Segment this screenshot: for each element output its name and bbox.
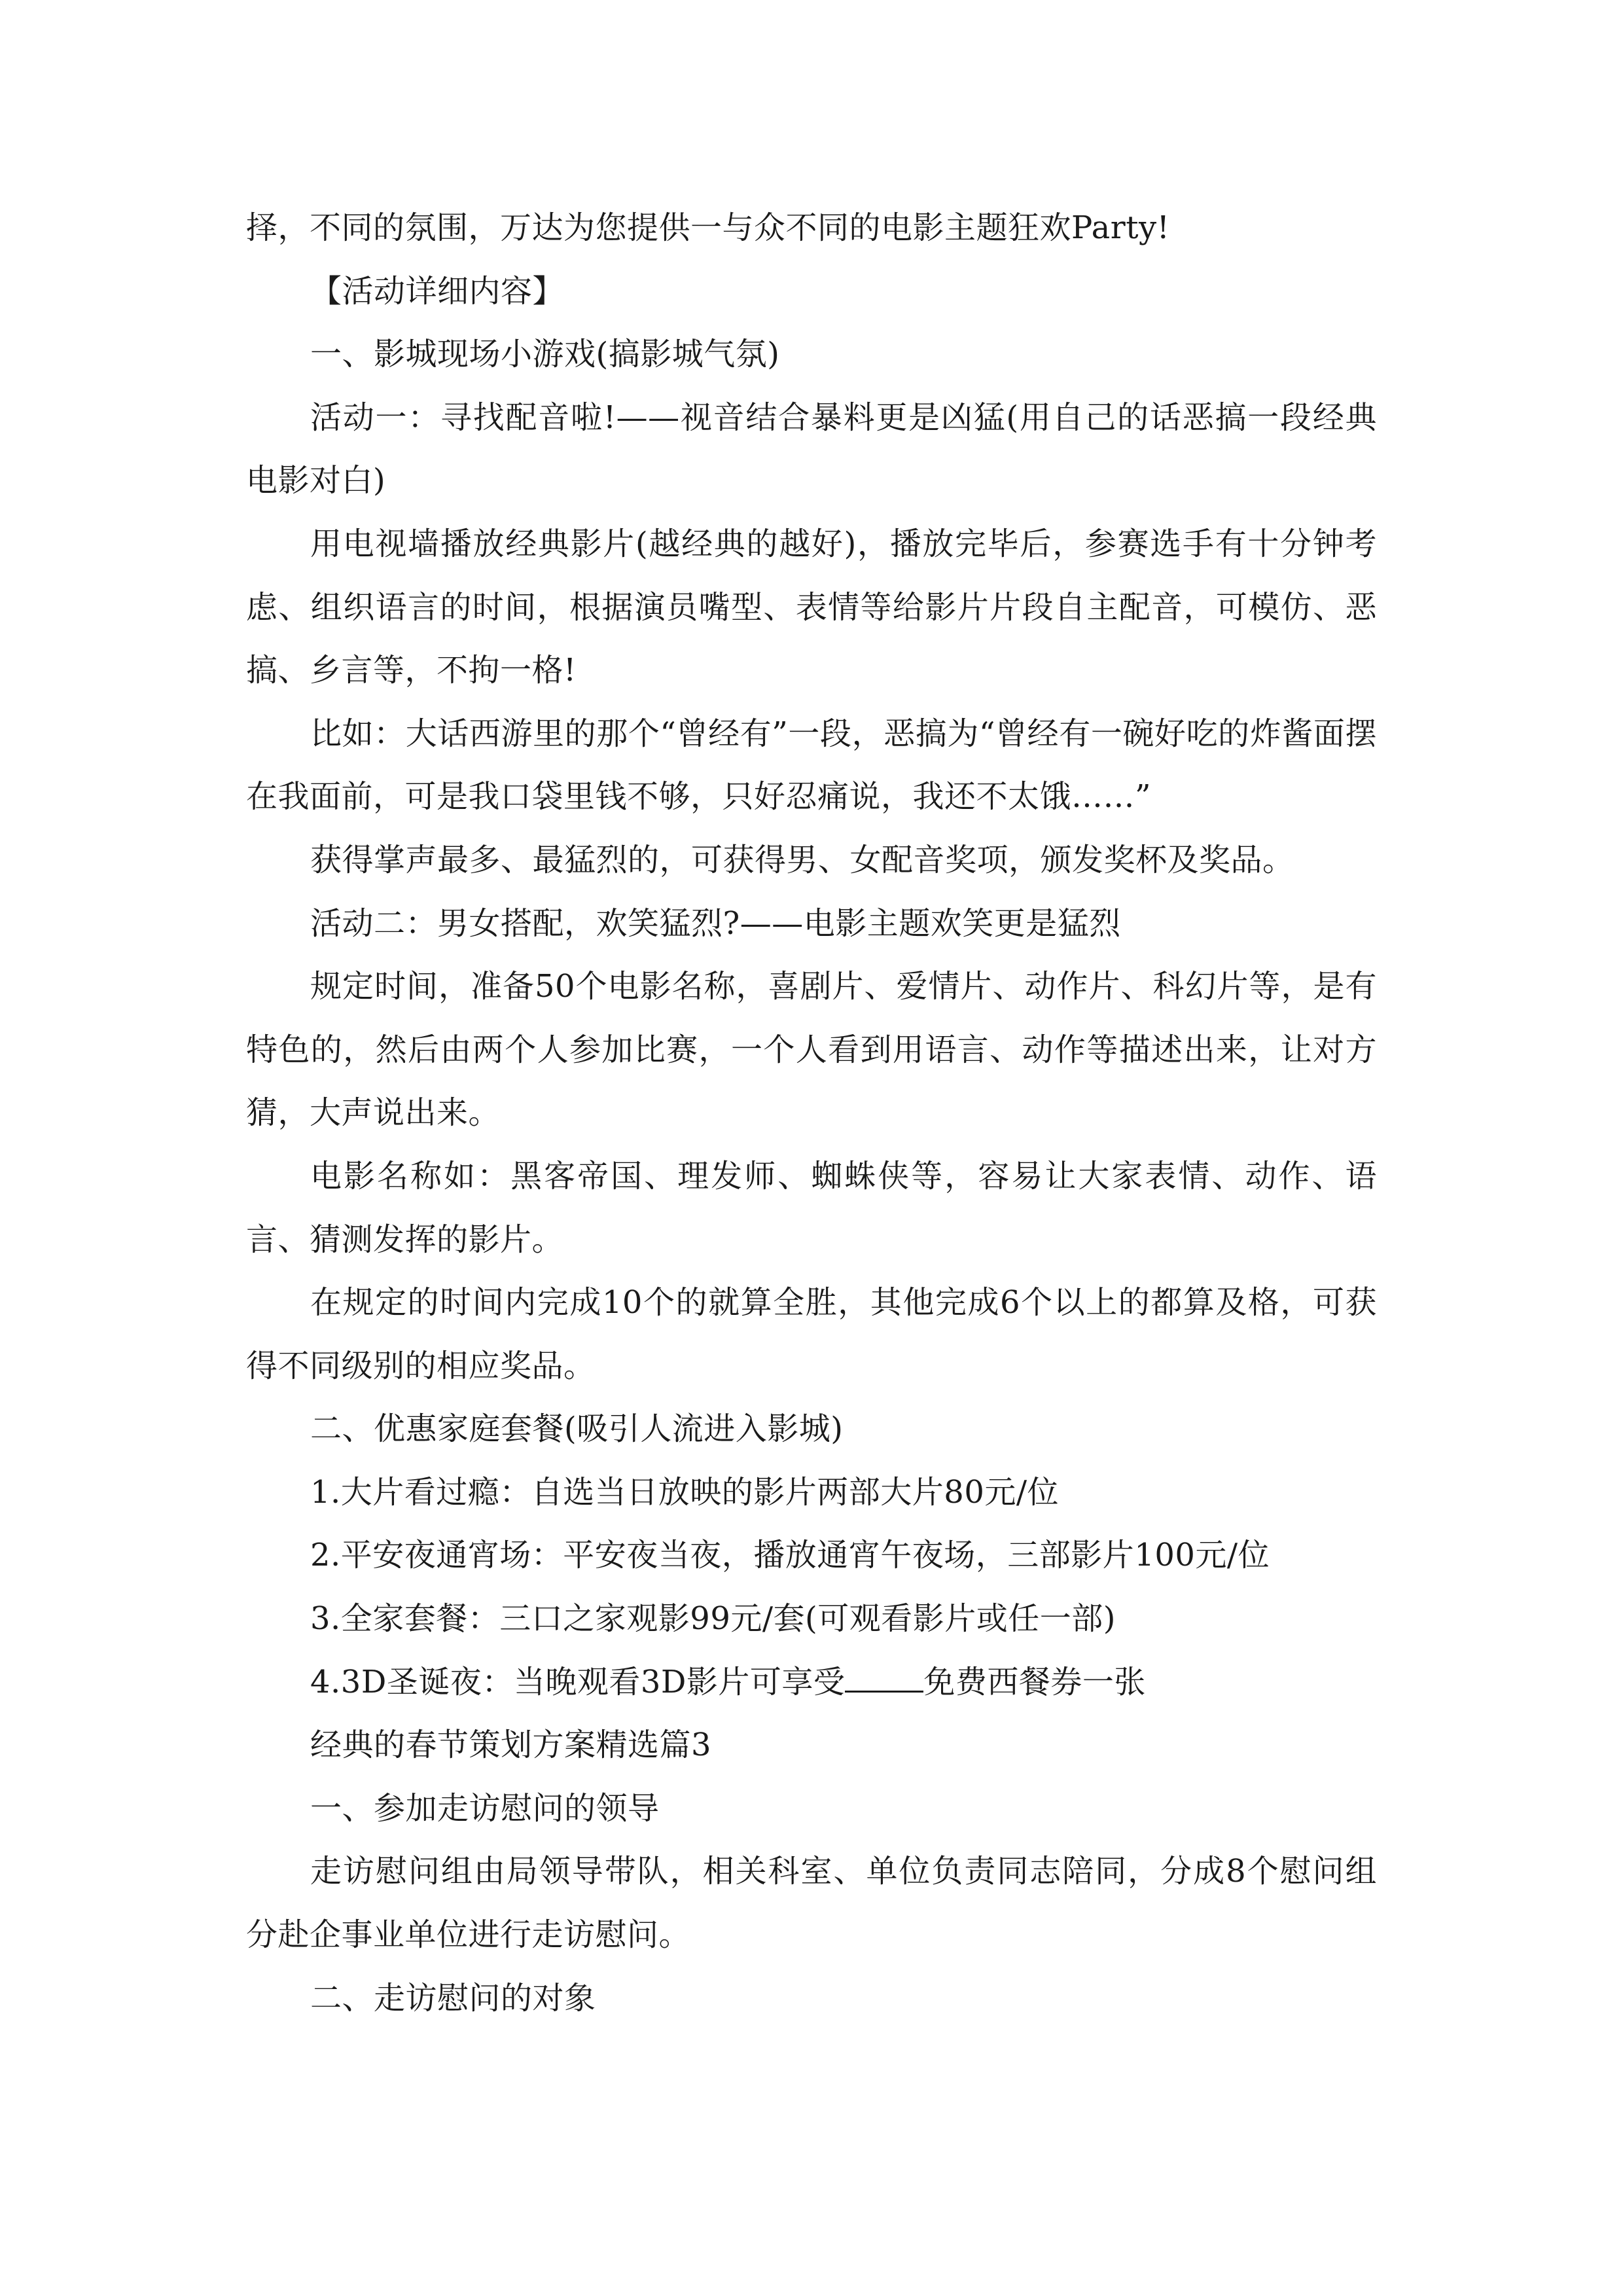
list-item: 1.大片看过瘾：自选当日放映的影片两部大片80元/位 (310, 1473, 1060, 1511)
fill-in-blank (845, 1664, 923, 1693)
list-item: 2.平安夜通宵场：平安夜当夜，播放通宵午夜场，三部影片100元/位 (310, 1537, 1270, 1574)
section-title: 经典的春节策划方案精选篇3 (310, 1727, 712, 1764)
paragraph: 用电视墙播放经典影片(越经典的越好)，播放完毕后，参赛选手有十分钟考虑、组织语言的时间，根据演员嘴型、表情等给影片片段自主配音，可模仿、恶搞、乡言等，不拘一格! (246, 525, 1377, 689)
paragraph: 活动一：寻找配音啦!——视音结合暴料更是凶猛(用自己的话恶搞一段经典电影对白) (246, 399, 1377, 499)
section-heading: 【活动详细内容】 (310, 272, 565, 310)
section-heading: 二、优惠家庭套餐(吸引人流进入影城) (310, 1410, 844, 1448)
section-heading: 一、参加走访慰问的领导 (310, 1789, 660, 1827)
paragraph: 择，不同的氛围，万达为您提供一与众不同的电影主题狂欢Party! (246, 209, 1170, 246)
paragraph: 电影名称如：黑客帝国、理发师、蜘蛛侠等，容易让大家表情、动作、语言、猜测发挥的影片。 (246, 1157, 1377, 1258)
paragraph: 规定时间，准备50个电影名称，喜剧片、爱情片、动作片、科幻片等，是有特色的，然后由两个人参加比赛，一个人看到用语言、动作等描述出来，让对方猜，大声说出来。 (246, 968, 1377, 1132)
section-heading: 一、影城现场小游戏(搞影城气氛) (310, 336, 780, 373)
list-item: 3.全家套餐：三口之家观影99元/套(可观看影片或任一部) (310, 1600, 1116, 1638)
section-heading: 二、走访慰问的对象 (310, 1979, 596, 2017)
list-item (246, 1651, 1377, 1714)
paragraph: 在规定的时间内完成10个的就算全胜，其他完成6个以上的都算及格，可获得不同级别的相应奖品。 (246, 1284, 1377, 1384)
list-item-text: 免费西餐券一张 (923, 1663, 1146, 1700)
paragraph: 获得掌声最多、最猛烈的，可获得男、女配音奖项，颁发奖杯及奖品。 (310, 841, 1294, 878)
paragraph: 走访慰问组由局领导带队，相关科室、单位负责同志陪同，分成8个慰问组分赴企事业单位进行走访慰问。 (246, 1853, 1377, 1954)
document-body (246, 196, 1377, 2030)
list-item-text: 4.3D圣诞夜：当晚观看3D影片可享受 (310, 1663, 846, 1700)
paragraph: 比如：大话西游里的那个“曾经有”一段，恶搞为“曾经有一碗好吃的炸酱面摆在我面前，可是我口袋里钱不够，只好忍痛说，我还不太饿……” (246, 715, 1377, 816)
paragraph: 活动二：男女搭配，欢笑猛烈?——电影主题欢笑更是猛烈 (310, 905, 1121, 942)
